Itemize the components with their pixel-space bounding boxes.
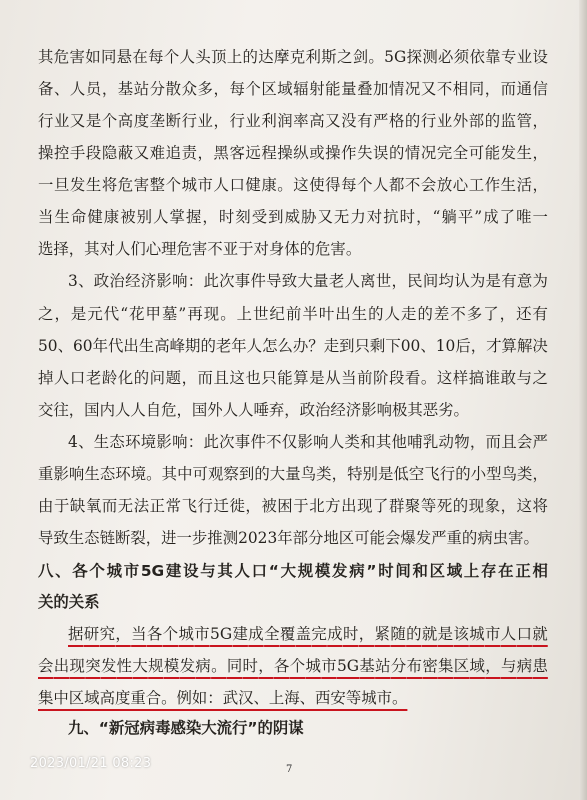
text-line: 会 出 现 突 发 性 大 规 模 发 病 。 同 时 ， 各 个 城 市 5G 基 站 分 布 密 集 区 域 ， 与 病 患 [38,657,548,675]
text-line: 选择，其对人们心理危害不亚于对身体的危害。 [38,240,362,258]
page-number: 7 [286,764,293,775]
text-line: 操 控 手 段 隐 蔽 又 难 追 责 ， 黑 客 远 程 操 纵 或 操 作 失 误 的 情 况 完 全 可 能 发 生 ， [38,144,548,162]
text-line: 导致生态链断裂，进一步推测2023年部分地区可能会爆发严重的病虫害。 [38,529,539,547]
section-heading-line: 八 、 各 个 城 市 5G 建 设 与 其 人 口 “ 大 规 模 发 病 ” 时 间 和 区 域 上 存 在 正 相 [38,562,548,580]
text-line: 重 影 响 生 态 环 境 。 其 中 可 观 察 到 的 大 量 鸟 类 ， 特 别 是 低 空 飞 行 的 小 型 鸟 类 ， [38,465,548,483]
text-line: 50 、 60 年 代 出 生 高 峰 期 的 老 年 人 怎 么 办 ？ 走 到 只 剩 下 00 、 10 后 ， 才 算 解 决 [38,337,548,355]
text-line: 之 ， 是 元 代 “ 花 甲 墓 ” 再 现 。 上 世 纪 前 半 叶 出 生 的 人 走 的 差 不 多 了 ， 还 有 [38,305,548,323]
text-line: 行 业 又 是 个 高 度 垄 断 行 业 ， 行 业 利 润 率 高 又 没 有 严 格 的 行 业 外 部 的 监 管 ， [38,112,548,130]
photo-timestamp: 2023/01/21 08:23 [30,756,152,771]
text-line: 4 、 生 态 环 境 影 响 ： 此 次 事 件 不 仅 影 响 人 类 和 其 他 哺 乳 动 物 ， 而 且 会 严 [68,433,548,451]
section-heading-line: 九、“新冠病毒感染大流行”的阴谋 [68,719,304,737]
section-heading-line: 关的关系 [38,593,100,611]
text-line: 掉 人 口 老 龄 化 的 问 题 ， 而 且 这 也 只 能 算 是 从 当 前 阶 段 看 。 这 样 搞 谁 敢 与 之 [38,369,548,387]
text-line: 由 于 缺 氧 而 无 法 正 常 飞 行 迁 徙 ， 被 困 于 北 方 出 现 了 群 聚 等 死 的 现 象 ， 这 将 [38,497,548,515]
text-line: 交往，国内人人自危，国外人人唾弃，政治经济影响极其恶劣。 [38,401,469,419]
text-line: 据 研 究 ， 当 各 个 城 市 5G 建 成 全 覆 盖 完 成 时 ， 紧 随 的 就 是 该 城 市 人 口 就 [68,625,548,643]
text-line: 备 、 人 员 ， 基 站 分 散 众 多 ， 每 个 区 域 辐 射 能 量 叠 加 情 况 又 不 相 同 ， 而 通 信 [38,80,548,98]
text-line: 集中区域高度重合。例如：武汉、上海、西安等城市。 [38,689,408,707]
text-line: 3 、 政 治 经 济 影 响 ： 此 次 事 件 导 致 大 量 老 人 离 世 ， 民 间 均 认 为 是 有 意 为 [68,272,548,290]
text-line: 一 旦 发 生 将 危 害 整 个 城 市 人 口 健 康 。 这 使 得 每 个 人 都 不 会 放 心 工 作 生 活 ， [38,176,548,194]
page-edge-shadow [579,0,587,800]
text-line: 其 危 害 如 同 悬 在 每 个 人 头 顶 上 的 达 摩 克 利 斯 之 剑 。 5G 探 测 必 须 依 靠 专 业 设 [38,48,548,66]
text-line: 当 生 命 健 康 被 别 人 掌 握 ， 时 刻 受 到 威 胁 又 无 力 对 抗 时 ， “ 躺 平 ” 成 了 唯 一 [38,208,548,226]
